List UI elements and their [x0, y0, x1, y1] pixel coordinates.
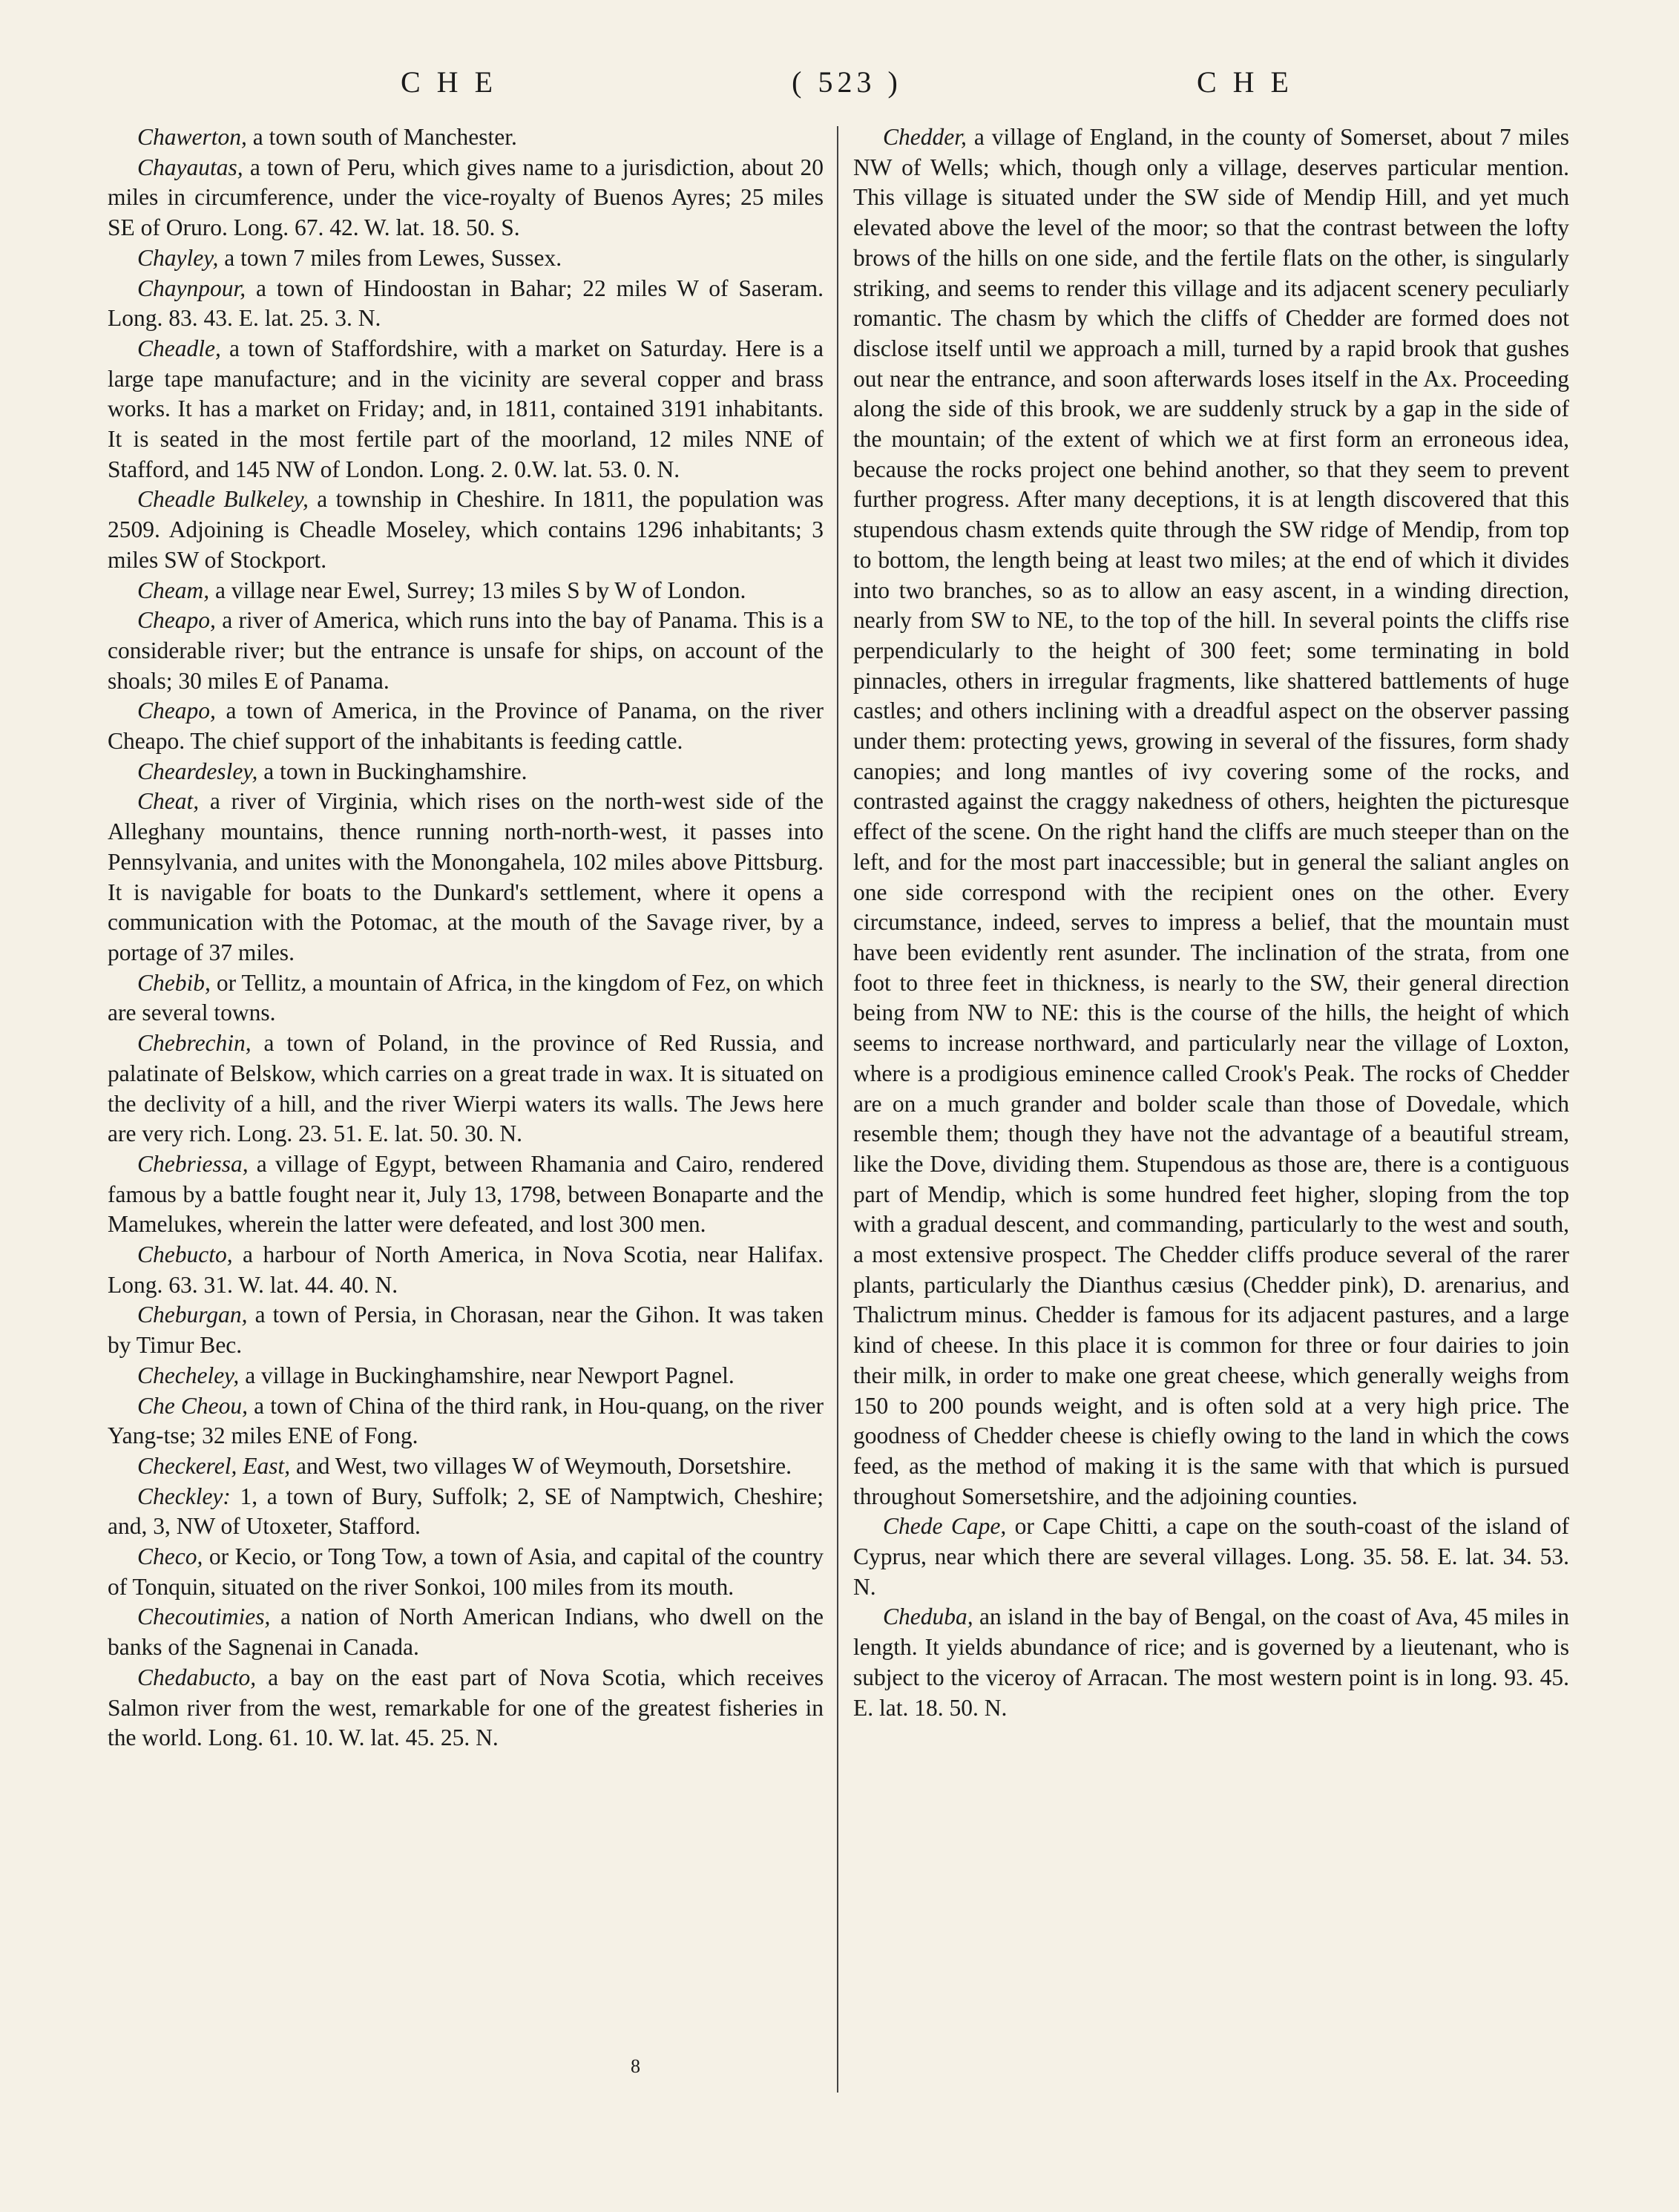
dictionary-entry: [853, 1602, 1569, 1723]
entry-text: a harbour of North America, in Nova Scotia, near Halifax. Long. 63. 31. W. lat. 44. 40. N.: [108, 1241, 824, 1298]
entry-text: a town of Staffordshire, with a market on Saturday. Here is a large tape manufacture; and in the vicinity are several copper and brass works. It has a market on Friday; and, in 1811, contained 3191 inhabitants. It is seated in the most fertile part of the moorland, 12 miles NNE of Stafford, and 145 NW of London. Long. 2. 0.W. lat. 53. 0. N.: [108, 335, 824, 482]
header-right: C H E: [1196, 65, 1293, 99]
entry-term: Checo,: [137, 1543, 203, 1570]
entry-text: and West, two villages W of Weymouth, Dorsetshire.: [290, 1452, 792, 1479]
dictionary-entry: [108, 1391, 824, 1451]
dictionary-entry: [853, 122, 1569, 1512]
entry-text: or Kecio, or Tong Tow, a town of Asia, and capital of the country of Tonquin, situated on the river Sonkoi, 100 miles from its mouth.: [108, 1543, 824, 1600]
dictionary-entry: [108, 696, 824, 756]
entry-term: Cheardesley,: [137, 758, 258, 784]
dictionary-entry: [108, 274, 824, 334]
dictionary-entry: [108, 243, 824, 274]
entry-term: Chebucto,: [137, 1241, 233, 1268]
dictionary-entry: [108, 576, 824, 606]
entry-term: Cheam,: [137, 577, 210, 603]
entry-text: a town south of Manchester.: [246, 124, 517, 150]
entry-term: Cheapo,: [137, 698, 216, 724]
signature-mark: 8: [631, 2055, 640, 2077]
entry-text: a town of America, in the Province of Panama, on the river Cheapo. The chief support of the inhabitants is feeding cattle.: [108, 698, 824, 755]
entry-text: a bay on the east part of Nova Scotia, which receives Salmon river from the west, remarkable for one of the greatest fisheries in the world. Long. 61. 10. W. lat. 45. 25. N.: [108, 1664, 824, 1751]
page-header: [104, 59, 1575, 104]
entry-text: a village in Buckinghamshire, near Newport Pagnel.: [239, 1362, 735, 1388]
dictionary-entry: [108, 1663, 824, 1753]
entry-text: a town of Hindoostan in Bahar; 22 miles W of Saseram. Long. 83. 43. E. lat. 25. 3. N.: [108, 275, 824, 332]
entry-term: Chayautas,: [137, 154, 243, 180]
entry-term: Chebriessa,: [137, 1150, 249, 1177]
entry-text: a village of England, in the county of Somerset, about 7 miles NW of Wells; which, though only a village, deserves particular mention. This village is situated under the SW side of Mendip Hill, and yet much elevated above the level of the moor; so that the contrast between the lofty brows of the hills on one side, and the fertile flats on the other, is singularly striking, and seems to render this village and its adjacent scenery peculiarly romantic. The chasm by which the cliffs of Chedder are formed does not disclose itself until we approach a mill, turned by a rapid brook that gushes out near the entrance, and soon afterwards loses itself in the Ax. Proceeding along the side of this brook, we are suddenly struck by a gap in the side of the mountain; of the extent of which we at first form an erroneous idea, because the rocks project one behind another, so that they seem to prevent further progress. After many deceptions, it is at length discovered that this stupendous chasm extends quite through the SW ridge of Mendip, from top to bottom, the length being at least two miles; at the end of which it divides into two branches, so as to allow an easy ascent, in a winding direction, nearly from SW to NE, to the top of the hill. In several points the cliffs rise perpendicularly to the height of 300 feet; some terminating in bold pinnacles, others in irregular fragments, like shattered battlements of huge castles; and others inclining with a dreadful aspect on the observer passing under them: protecting yews, growing in several of the fissures, form shady canopies; and long mantles of ivy covering some of the rocks, and contrasted against the craggy nakedness of others, heighten the picturesque effect of the scene. On the right hand the cliffs are much steeper than on the left, and for the most part inaccessible; but in general the saliant angles on one side correspond with the recipient ones on the other. Every circumstance, indeed, serves to impress a belief, that the mountain must have been evidently rent asunder. The inclination of the strata, from one foot to three feet in thickness, is nearly to the SW, their general direction being from NW to NE: this is the course of the hills, the height of which seems to increase northward, and particularly near the village of Loxton, where is a prodigious eminence called Crook's Peak. The rocks of Chedder are on a much grander and bolder scale than those of Dovedale, which resemble them; though they have not the advantage of a beautiful stream, like the Dove, dividing them. Stupendous as those are, there is a contiguous part of Mendip, which is some hundred feet higher, sloping from the top with a gradual descent, and commanding, particularly to the west and south, a most extensive prospect. The Chedder cliffs produce several of the rarer plants, particularly the Dianthus cæsius (Chedder pink), D. arenarius, and Thalictrum minus. Chedder is famous for its adjacent pastures, and a large kind of cheese. In this place it is common for three or four dairies to join their milk, in order to make one great cheese, which generally weighs from 150 to 200 pounds weight, and is often sold at a very high price. The goodness of Chedder cheese is chiefly owing to the land in which the cows feed, as the method of making it is the same with that which is pursued throughout Somersetshire, and the adjoining counties.: [853, 124, 1569, 1509]
left-column: [108, 122, 824, 1753]
entry-term: Checkley:: [137, 1483, 231, 1509]
entry-text: a nation of North American Indians, who dwell on the banks of the Sagnenai in Canada.: [108, 1604, 824, 1661]
entry-term: Cheduba,: [883, 1604, 973, 1630]
dictionary-entry: [108, 1300, 824, 1360]
dictionary-entry: [108, 1542, 824, 1602]
entry-text: an island in the bay of Bengal, on the coast of Ava, 45 miles in length. It yields abundance of rice; and is governed by a lieutenant, who is subject to the viceroy of Arracan. The most western point is in long. 93. 45. E. lat. 18. 50. N.: [853, 1604, 1569, 1721]
entry-term: Checoutimies,: [137, 1604, 271, 1630]
entry-term: Che Cheou,: [137, 1392, 249, 1419]
entry-term: Cheat,: [137, 788, 200, 815]
dictionary-entry: [108, 605, 824, 696]
entry-term: Cheadle,: [137, 335, 221, 361]
entry-term: Chedabucto,: [137, 1664, 257, 1690]
dictionary-entry: [108, 122, 824, 153]
entry-term: Chayley,: [137, 244, 219, 271]
entry-text: a town of Persia, in Chorasan, near the Gihon. It was taken by Timur Bec.: [108, 1302, 824, 1359]
dictionary-entry: [108, 485, 824, 575]
entry-text: a river of Virginia, which rises on the north-west side of the Alleghany mountains, thence running north-north-west, it passes into Pennsylvania, and unites with the Monongahela, 102 miles above Pittsburg. It is navigable for boats to the Dunkard's settlement, where it opens a communication with the Potomac, at the mouth of the Savage river, by a portage of 37 miles.: [108, 788, 824, 965]
dictionary-entry: [108, 968, 824, 1028]
entry-term: Cheadle Bulkeley,: [137, 486, 309, 513]
dictionary-entry: [853, 1512, 1569, 1602]
dictionary-entry: [108, 787, 824, 968]
right-column: [853, 122, 1569, 1723]
dictionary-entry: [108, 153, 824, 243]
entry-text: a village near Ewel, Surrey; 13 miles S by W of London.: [209, 577, 746, 603]
entry-text: a town of China of the third rank, in Hou-quang, on the river Yang-tse; 32 miles ENE of Fong.: [108, 1392, 824, 1449]
entry-text: or Tellitz, a mountain of Africa, in the kingdom of Fez, on which are several towns.: [108, 969, 824, 1026]
entry-term: Chede Cape,: [883, 1513, 1007, 1540]
entry-term: Chawerton,: [137, 124, 247, 150]
entry-text: a town of Peru, which gives name to a jurisdiction, about 20 miles in circumference, under the vice-royalty of Buenos Ayres; 25 miles SE of Oruro. Long. 67. 42. W. lat. 18. 50. S.: [108, 154, 824, 241]
page-number: ( 523 ): [792, 65, 902, 99]
entry-text: a river of America, which runs into the bay of Panama. This is a considerable river; but the entrance is unsafe for ships, on account of the shoals; 30 miles E of Panama.: [108, 607, 824, 694]
entry-term: Checheley,: [137, 1362, 240, 1388]
entry-text: a town in Buckinghamshire.: [257, 758, 528, 784]
entry-term: Chaynpour,: [137, 275, 246, 301]
entry-text: 1, a town of Bury, Suffolk; 2, SE of Namptwich, Cheshire; and, 3, NW of Utoxeter, Stafford.: [108, 1483, 824, 1540]
entry-term: Cheburgan,: [137, 1302, 248, 1328]
dictionary-entry: [108, 1028, 824, 1149]
dictionary-entry: [108, 757, 824, 787]
dictionary-entry: [108, 1482, 824, 1542]
entry-text: or Cape Chitti, a cape on the south-coast of the island of Cyprus, near which there are several villages. Long. 35. 58. E. lat. 34. 53. N.: [853, 1513, 1569, 1600]
entry-term: Checkerel, East,: [137, 1452, 291, 1479]
dictionary-entry: [108, 1361, 824, 1391]
entry-term: Chebrechin,: [137, 1030, 252, 1057]
column-divider: [837, 126, 838, 2093]
entry-term: Cheapo,: [137, 607, 216, 634]
dictionary-entry: [108, 1451, 824, 1482]
entry-text: a town 7 miles from Lewes, Sussex.: [218, 244, 562, 271]
entry-term: Chedder,: [883, 124, 967, 150]
entry-text: a village of Egypt, between Rhamania and Cairo, rendered famous by a battle fought near it, July 13, 1798, between Bonaparte and the Mamelukes, wherein the latter were defeated, and lost 300 men.: [108, 1150, 824, 1238]
dictionary-entry: [108, 1149, 824, 1240]
entry-term: Chebib,: [137, 969, 211, 996]
dictionary-entry: [108, 1240, 824, 1300]
dictionary-entry: [108, 334, 824, 485]
entry-text: a township in Cheshire. In 1811, the population was 2509. Adjoining is Cheadle Moseley, which contains 1296 inhabitants; 3 miles SW of Stockport.: [108, 486, 824, 573]
dictionary-entry: [108, 1602, 824, 1662]
header-left: C H E: [401, 65, 497, 99]
entry-text: a town of Poland, in the province of Red Russia, and palatinate of Belskow, which carries on a great trade in wax. It is situated on the declivity of a hill, and the river Wierpi waters its walls. The Jews here are very rich. Long. 23. 51. E. lat. 50. 30. N.: [108, 1030, 824, 1147]
